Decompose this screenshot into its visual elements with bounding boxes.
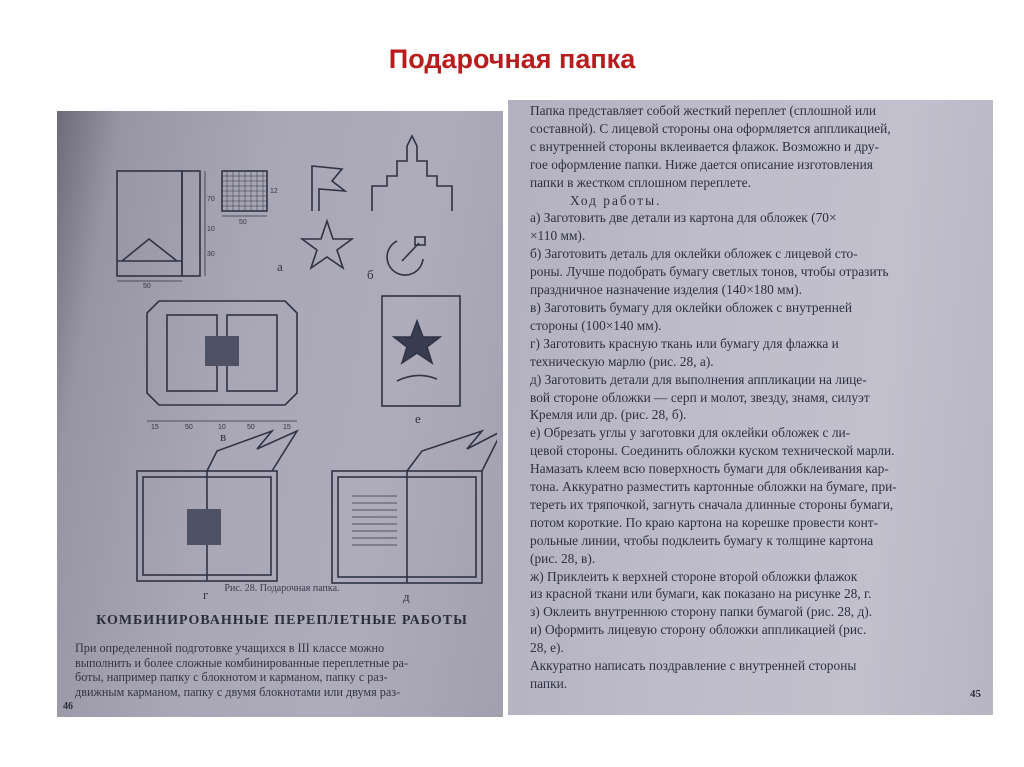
fig-a-template [117, 171, 205, 281]
right-text-line: вой стороне обложки — серп и молот, звезду, знамя, силуэт [530, 389, 870, 405]
fig-g-folder [137, 431, 297, 581]
left-paragraph-line: выполнить и более сложные комбинированные переплетные ра- [75, 655, 409, 670]
fig-a-dim-side-3: 30 [207, 251, 215, 258]
right-text-line: из красной ткани или бумаги, как показано на рисунке 28, г. [530, 586, 872, 602]
right-text-line: потом короткие. По краю картона на корешке провести конт- [530, 514, 879, 530]
right-text-line: тереть их тряпочкой, загнуть сначала длинные стороны бумаги, [530, 496, 894, 512]
right-text-line: д) Заготовить детали для выполнения аппликации на лице- [530, 371, 867, 387]
left-page-photo [57, 111, 503, 717]
fig-v-dim-2: 50 [185, 424, 193, 431]
right-text-line: ×110 мм). [530, 228, 586, 244]
fig-a-dim-bottom: 50 [143, 283, 151, 290]
fig-label-d: д [403, 589, 410, 604]
right-text-line: з) Оклеить внутреннюю сторону папки бумагой (рис. 28, д). [530, 604, 873, 620]
right-text-line: папки. [530, 676, 568, 691]
fig-d-folder [332, 431, 497, 583]
right-text-line: Намазать клеем всю поверхность бумаги для обклеивания кар- [530, 461, 889, 477]
right-text-line: техническую марлю (рис. 28, а). [530, 353, 714, 369]
right-text-line: (рис. 28, в). [530, 550, 596, 566]
fig-v-dim-5: 15 [283, 424, 291, 431]
left-paragraph-line: движным карманом, папку с двумя блокнотами или двумя раз- [75, 684, 401, 699]
right-text-line: Аккуратно написать поздравление с внутренней стороны [530, 658, 857, 674]
right-text-line: папки в жестком сплошном переплете. [530, 174, 751, 190]
fig-a-dim-square-bottom: 50 [239, 219, 247, 226]
fig-v-dim-3: 10 [218, 424, 226, 431]
section-heading: КОМБИНИРОВАННЫЕ ПЕРЕПЛЕТНЫЕ РАБОТЫ [96, 613, 468, 628]
fig-label-g: г [203, 587, 209, 602]
right-text-line: а) Заготовить две детали из картона для обложек (70× [530, 210, 837, 226]
right-text-line: стороны (100×140 мм). [530, 317, 662, 333]
right-text-line: в) Заготовить бумагу для оклейки обложек с внутренней [530, 299, 852, 315]
right-text-line: Папка представляет собой жесткий переплет (сплошной или [530, 103, 877, 118]
right-text-line: б) Заготовить деталь для оклейки обложек с лицевой сто- [530, 246, 858, 262]
fig-b-kremlin [372, 136, 452, 211]
fig-a-dim-side-2: 10 [207, 226, 215, 233]
fig-a-dim-side-1: 70 [207, 196, 215, 203]
left-paragraph-line: боты, например папку с блокнотом и карманом, папку с раз- [75, 670, 388, 684]
fig-v-dim-1: 15 [151, 424, 159, 431]
fig-b-flag [312, 166, 345, 211]
right-text-line: Ход работы. [570, 192, 662, 208]
fig-v-dim-4: 50 [247, 424, 255, 431]
fig-label-b: б [367, 267, 374, 282]
fig-b-star [302, 221, 352, 268]
fig-label-e: е [415, 411, 421, 426]
figure-caption: Рис. 28. Подарочная папка. [224, 583, 340, 594]
right-text-line: г) Заготовить красную ткань или бумагу для флажка и [530, 335, 839, 351]
right-text-line: 28, е). [530, 640, 564, 656]
right-text-line: е) Обрезать углы у заготовки для оклейки обложек с ли- [530, 425, 851, 441]
fig-label-v: в [220, 429, 227, 444]
right-text-line: ж) Приклеить к верхней стороне второй обложки флажок [530, 568, 858, 584]
fig-e-cover [382, 296, 460, 406]
left-paragraph [75, 641, 487, 699]
right-text-line: рольные линии, чтобы подклеить бумагу к толщине картона [530, 532, 874, 548]
right-text-line: и) Оформить лицевую сторону обложки аппликацией (рис. [530, 622, 867, 638]
right-page-number: 45 [970, 688, 981, 700]
right-text-line: цевой стороны. Соединить обложки куском технической марли. [530, 443, 895, 459]
right-text-line: тона. Аккуратно разместить картонные обложки на бумаге, при- [530, 479, 897, 495]
fig-a-dim-square-side: 12 [270, 188, 278, 195]
right-text-line: с внутренней стороны вклеивается флажок. Возможно и дру- [530, 138, 880, 154]
right-page-photo [508, 100, 993, 715]
fig-b-hammer-sickle [387, 237, 425, 275]
left-page-number: 46 [63, 701, 73, 712]
right-text-line: составной). С лицевой стороны она оформляется аппликацией, [530, 120, 891, 136]
right-text-line: Кремля или др. (рис. 28, б). [530, 407, 687, 423]
right-page-text [530, 102, 986, 693]
left-paragraph-line: При определенной подготовке учащихся в III классе можно [75, 641, 385, 655]
right-text-line: праздничное назначение изделия (140×180 мм). [530, 282, 802, 298]
fig-label-a: а [277, 259, 283, 274]
slide-title: Подарочная папка [388, 44, 636, 74]
figure-28-drawings [97, 131, 497, 611]
right-text-line: гое оформление папки. Ниже дается описание изготовления [530, 156, 873, 172]
right-text-line: роны. Лучше подобрать бумагу светлых тонов, чтобы отразить [530, 264, 889, 280]
